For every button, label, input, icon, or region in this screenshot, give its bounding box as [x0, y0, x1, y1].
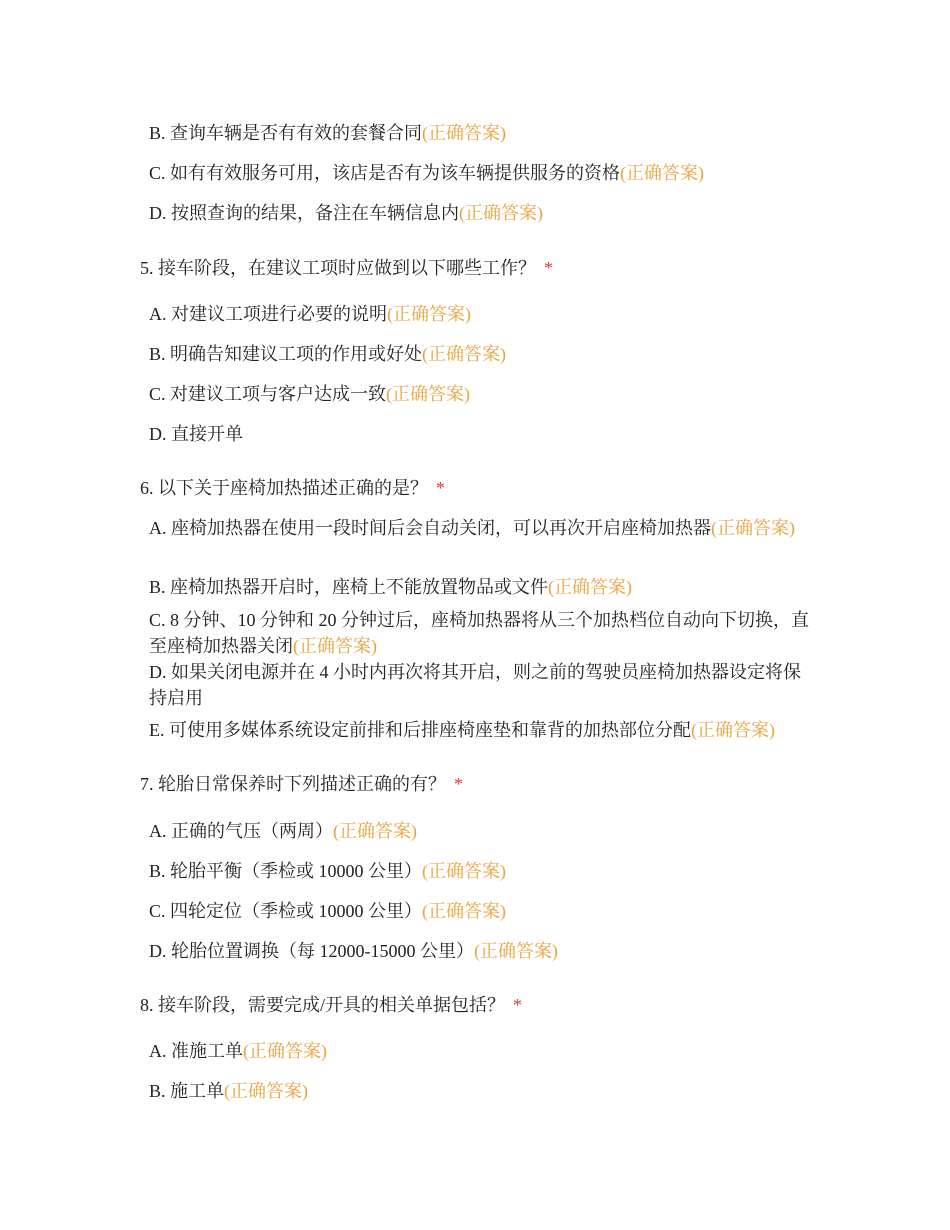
correct-answer-label: (正确答案): [422, 123, 507, 143]
option-text: A. 对建议工项进行必要的说明: [149, 304, 387, 324]
correct-answer-label: (正确答案): [548, 577, 633, 597]
correct-answer-label: (正确答案): [293, 636, 377, 656]
question-8: [140, 993, 810, 1017]
option-text: B. 查询车辆是否有有效的套餐合同: [149, 123, 423, 143]
question-text: 8. 接车阶段，需要完成/开具的相关单据包括？: [140, 995, 505, 1015]
required-mark: *: [513, 995, 522, 1015]
question-text: 5. 接车阶段，在建议工项时应做到以下哪些工作？: [140, 258, 536, 278]
option-text: C. 四轮定位（季检或 10000 公里）: [149, 901, 423, 921]
option-0-b: [149, 120, 809, 146]
question-7: [140, 772, 810, 796]
option-text: A. 座椅加热器在使用一段时间后会自动关闭，可以再次开启座椅加热器: [149, 518, 711, 538]
correct-answer-label: (正确答案): [243, 1041, 327, 1061]
option-5-b: [149, 341, 809, 367]
option-text: C. 如有有效服务可用，该店是否有为该车辆提供服务的资格: [149, 163, 621, 183]
correct-answer-label: (正确答案): [333, 821, 417, 841]
option-text: B. 轮胎平衡（季检或 10000 公里）: [149, 861, 423, 881]
question-6: [140, 476, 810, 500]
question-5: [140, 256, 810, 280]
option-0-d: [149, 200, 809, 226]
option-6-a: [149, 515, 809, 541]
option-text: B. 施工单: [149, 1081, 225, 1101]
question-text: 7. 轮胎日常保养时下列描述正确的有？: [140, 774, 446, 794]
correct-answer-label: (正确答案): [387, 304, 471, 324]
option-6-e: [149, 717, 809, 743]
option-text: D. 按照查询的结果，备注在车辆信息内: [149, 203, 459, 223]
option-text: A. 准施工单: [149, 1041, 243, 1061]
option-7-a: [149, 818, 809, 844]
option-0-c: [149, 160, 809, 186]
option-6-c: [149, 607, 809, 659]
correct-answer-label: (正确答案): [386, 384, 471, 404]
correct-answer-label: (正确答案): [474, 941, 558, 961]
option-text: E. 可使用多媒体系统设定前排和后排座椅座垫和靠背的加热部位分配: [149, 720, 691, 740]
option-text: D. 如果关闭电源并在 4 小时内再次将其开启，则之前的驾驶员座椅加热器设定将保持启用: [149, 662, 801, 708]
correct-answer-label: (正确答案): [691, 720, 775, 740]
option-8-b: [149, 1078, 809, 1104]
correct-answer-label: (正确答案): [422, 344, 507, 364]
option-7-b: [149, 858, 809, 884]
required-mark: *: [436, 478, 445, 498]
correct-answer-label: (正确答案): [224, 1081, 309, 1101]
option-6-d: [149, 659, 809, 711]
option-6-b: [149, 574, 809, 600]
option-text: D. 轮胎位置调换（每 12000-15000 公里）: [149, 941, 474, 961]
correct-answer-label: (正确答案): [711, 518, 795, 538]
correct-answer-label: (正确答案): [620, 163, 705, 183]
option-7-d: [149, 938, 809, 964]
correct-answer-label: (正确答案): [459, 203, 543, 223]
option-7-c: [149, 898, 809, 924]
option-text: C. 对建议工项与客户达成一致: [149, 384, 387, 404]
option-text: D. 直接开单: [149, 424, 243, 444]
required-mark: *: [544, 258, 553, 278]
option-5-c: [149, 381, 809, 407]
option-text: A. 正确的气压（两周）: [149, 821, 333, 841]
required-mark: *: [454, 774, 463, 794]
option-5-d: [149, 421, 809, 447]
question-text: 6. 以下关于座椅加热描述正确的是？: [140, 478, 428, 498]
option-5-a: [149, 301, 809, 327]
option-text: B. 明确告知建议工项的作用或好处: [149, 344, 423, 364]
option-text: B. 座椅加热器开启时，座椅上不能放置物品或文件: [149, 577, 549, 597]
correct-answer-label: (正确答案): [422, 861, 507, 881]
option-text: C. 8 分钟、10 分钟和 20 分钟过后，座椅加热器将从三个加热档位自动向下切换，直至座椅加热器关闭: [149, 610, 810, 656]
option-8-a: [149, 1038, 809, 1064]
correct-answer-label: (正确答案): [422, 901, 507, 921]
